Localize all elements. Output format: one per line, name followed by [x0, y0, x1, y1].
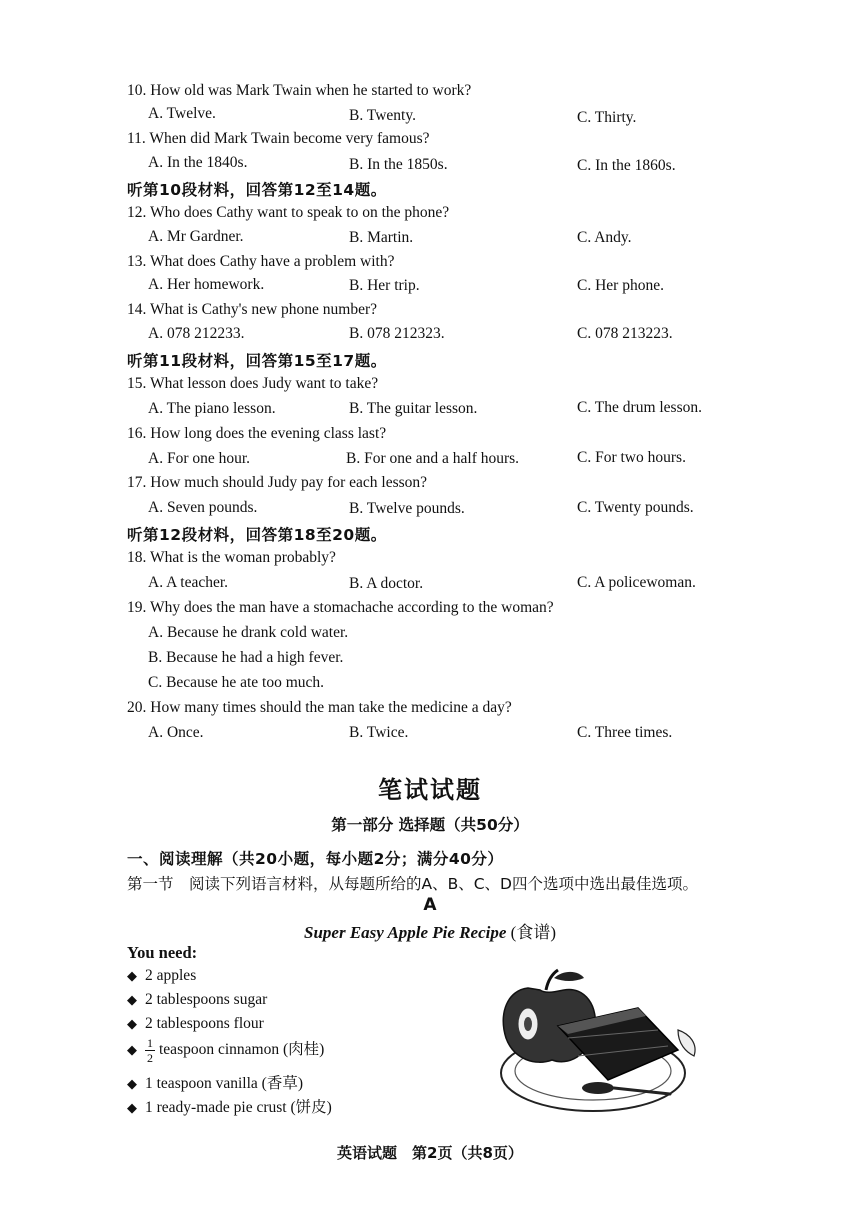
q13-option-b: B. Her trip. [349, 277, 420, 294]
fraction-denominator: 2 [147, 1051, 153, 1065]
q15-option-c: C. The drum lesson. [577, 399, 702, 416]
ingredient-item [127, 1071, 303, 1093]
ingredient-text: 2 tablespoons flour [145, 1015, 264, 1032]
q18-option-b: B. A doctor. [349, 575, 424, 592]
q12-option-c: C. Andy. [577, 229, 632, 246]
recipe-title-note: (食谱) [510, 923, 556, 942]
q15-option-b: B. The guitar lesson. [349, 400, 478, 417]
question-13: 13. What does Cathy have a problem with? [127, 253, 395, 270]
q18-option-a: A. A teacher. [148, 574, 229, 591]
q17-option-c: C. Twenty pounds. [577, 499, 694, 516]
ingredient-text: 2 apples [145, 967, 197, 984]
ingredient-item [127, 1095, 332, 1117]
ingredient-item [127, 1037, 324, 1064]
q20-option-b: B. Twice. [349, 724, 409, 741]
q12-option-a: A. Mr Gardner. [148, 228, 244, 245]
recipe-title [0, 918, 860, 943]
q15-option-a: A. The piano lesson. [148, 400, 276, 417]
question-11: 11. When did Mark Twain become very famous? [127, 130, 430, 147]
q14-option-a: A. 078 212233. [148, 325, 245, 342]
q10-option-b: B. Twenty. [349, 107, 416, 124]
q17-option-a: A. Seven pounds. [148, 499, 258, 516]
q12-option-b: B. Martin. [349, 229, 414, 246]
bullet-diamond-icon: ◆ [127, 1017, 137, 1032]
reading-section-heading: 一、阅读理解（共20小题，每小题2分；满分40分） [127, 850, 504, 868]
ingredient-item [127, 991, 267, 1009]
you-need-label: You need: [127, 943, 198, 962]
ingredient-text: 1 teaspoon vanilla (香草) [145, 1075, 303, 1092]
ingredient-text: teaspoon cinnamon (肉桂) [159, 1041, 325, 1059]
question-10: 10. How old was Mark Twain when he started to work? [127, 82, 472, 99]
q16-option-b: B. For one and a half hours. [346, 450, 520, 467]
q17-option-b: B. Twelve pounds. [349, 500, 465, 517]
q13-option-c: C. Her phone. [577, 277, 664, 294]
question-17: 17. How much should Judy pay for each lesson? [127, 474, 428, 491]
bullet-diamond-icon: ◆ [127, 993, 137, 1008]
ingredient-item [127, 967, 196, 985]
bullet-diamond-icon: ◆ [127, 1101, 137, 1116]
bullet-diamond-icon: ◆ [127, 1043, 137, 1059]
apple-pie-illustration [488, 968, 703, 1118]
written-test-title: 笔试试题 [378, 776, 482, 804]
q14-option-b: B. 078 212323. [349, 325, 445, 342]
q18-option-c: C. A policewoman. [577, 574, 696, 591]
page-footer: 英语试题 第2页（共8页） [337, 1144, 523, 1162]
part-one-heading: 第一部分 选择题（共50分） [331, 816, 529, 834]
q11-option-c: C. In the 1860s. [577, 157, 676, 174]
bullet-diamond-icon: ◆ [127, 969, 137, 984]
question-16: 16. How long does the evening class last? [127, 425, 387, 442]
question-12: 12. Who does Cathy want to speak to on the phone? [127, 204, 450, 221]
q19-option-c: C. Because he ate too much. [148, 674, 325, 691]
bullet-diamond-icon: ◆ [127, 1077, 137, 1092]
passage-letter: A [423, 895, 437, 915]
q20-option-c: C. Three times. [577, 724, 673, 741]
half-fraction [145, 1037, 155, 1064]
q10-option-c: C. Thirty. [577, 109, 637, 126]
section-note-11: 听第11段材料，回答第15至17题。 [127, 352, 387, 370]
question-15: 15. What lesson does Judy want to take? [127, 375, 379, 392]
ingredient-item [127, 1015, 264, 1033]
q16-option-a: A. For one hour. [148, 450, 251, 467]
q19-option-a: A. Because he drank cold water. [148, 624, 349, 641]
question-14: 14. What is Cathy's new phone number? [127, 301, 378, 318]
ingredient-text: 2 tablespoons sugar [145, 991, 268, 1008]
ingredient-text: 1 ready-made pie crust (饼皮) [145, 1099, 332, 1116]
fraction-numerator: 1 [147, 1036, 153, 1050]
q20-option-a: A. Once. [148, 724, 204, 741]
q11-option-b: B. In the 1850s. [349, 156, 448, 173]
q11-option-a: A. In the 1840s. [148, 154, 248, 171]
q13-option-a: A. Her homework. [148, 276, 265, 293]
recipe-title-text: Super Easy Apple Pie Recipe [304, 923, 507, 942]
q14-option-c: C. 078 213223. [577, 325, 673, 342]
section-note-12: 听第12段材料，回答第18至20题。 [127, 526, 387, 544]
section-note-10: 听第10段材料，回答第12至14题。 [127, 181, 387, 199]
q10-option-a: A. Twelve. [148, 105, 216, 122]
q19-option-b: B. Because he had a high fever. [148, 649, 344, 666]
question-20: 20. How many times should the man take the medicine a day? [127, 699, 512, 716]
question-18: 18. What is the woman probably? [127, 549, 336, 566]
question-19: 19. Why does the man have a stomachache according to the woman? [127, 599, 554, 616]
q16-option-c: C. For two hours. [577, 449, 686, 466]
section-one-instruction: 第一节 阅读下列语言材料，从每题所给的A、B、C、D四个选项中选出最佳选项。 [127, 875, 698, 893]
